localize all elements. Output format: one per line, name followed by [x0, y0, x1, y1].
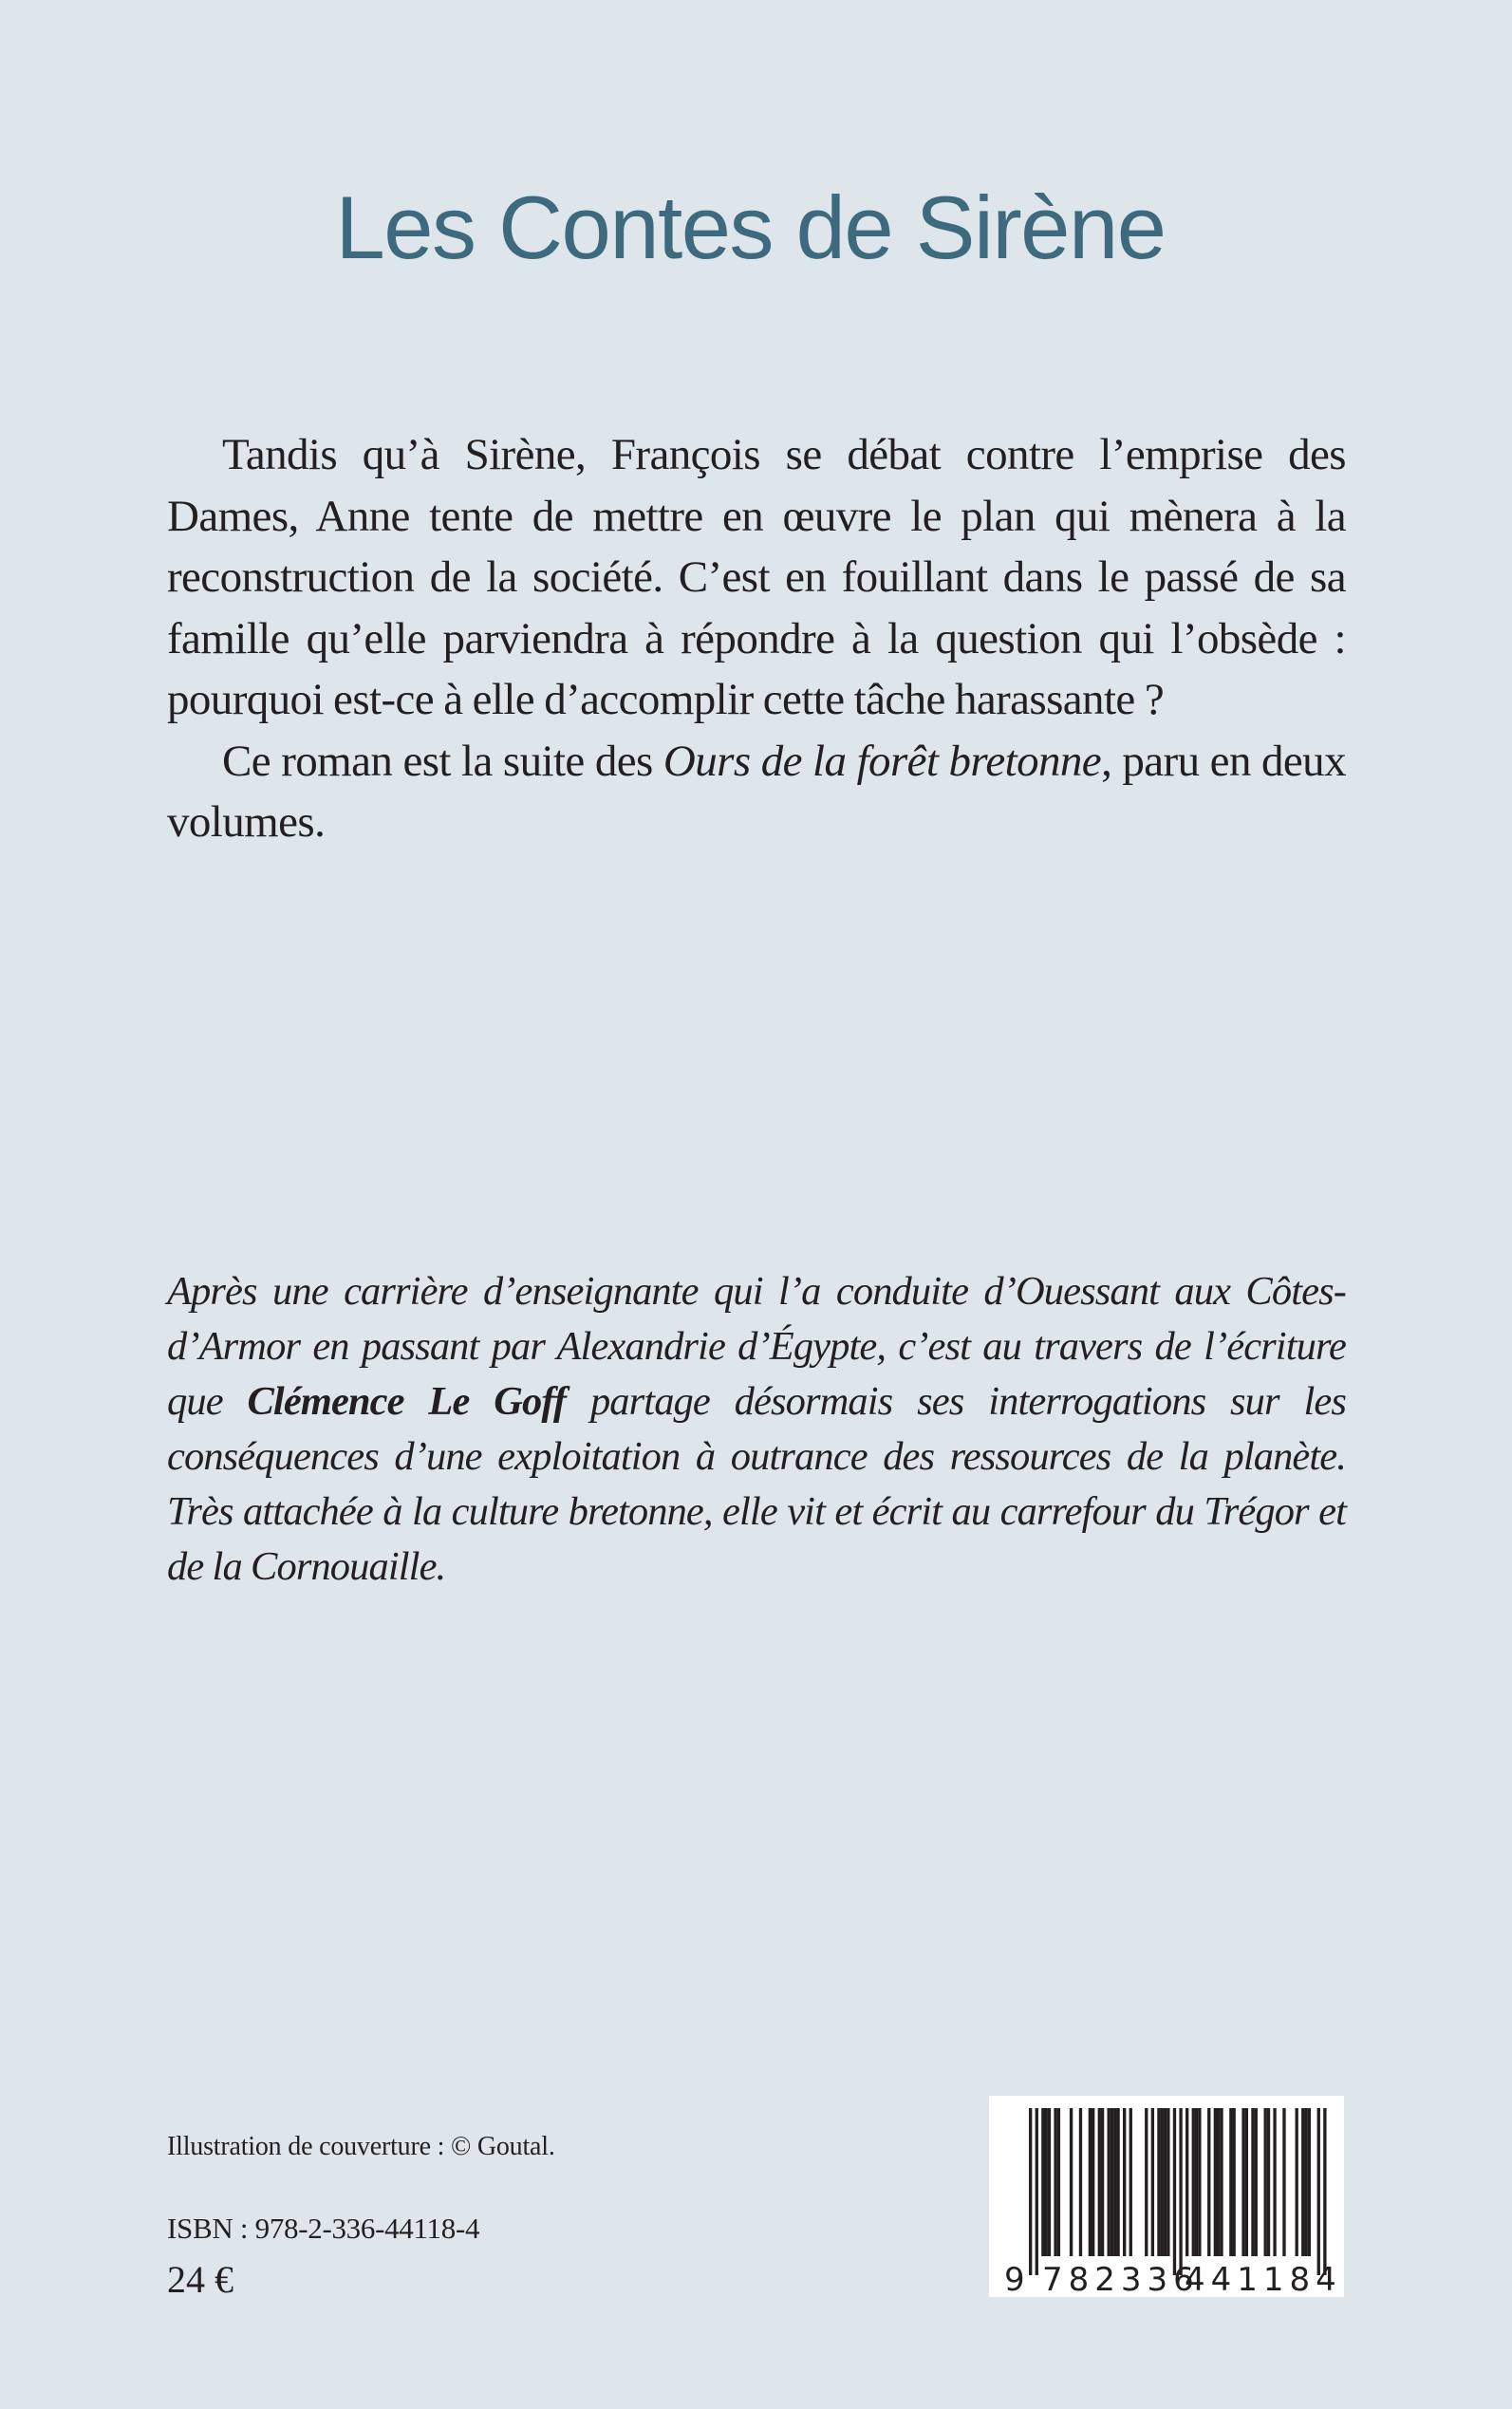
- isbn: ISBN : 978-2-336-44118-4: [167, 2212, 480, 2245]
- synopsis-text: Ce roman est la suite des: [222, 736, 663, 786]
- synopsis-text: , paru en deux volumes.: [167, 736, 1346, 847]
- price: 24 €: [167, 2258, 233, 2301]
- previous-book-title: Ours de la forêt bretonne: [663, 736, 1102, 786]
- synopsis-paragraph-2: [167, 731, 1346, 853]
- barcode-digits-right: 441184: [1185, 2261, 1342, 2297]
- synopsis-paragraph-1: Tandis qu’à Sirène, François se débat contre l’emprise des Dames, Anne tente de mettre en œuvre le plan qui mènera à la reconstruction de la société. C’est en fouillant dans le passé de sa famille qu’elle parviendra à répondre à la question qui l’obsède : pourquoi est-ce à elle d’accomplir cette tâche harassante ?: [167, 430, 1346, 724]
- barcode-digit-first: 9: [1004, 2261, 1025, 2297]
- synopsis: [167, 424, 1346, 853]
- illustration-credit: Illustration de couverture : © Goutal.: [167, 2132, 555, 2161]
- book-title: Les Contes de Sirène: [335, 177, 1166, 277]
- author-bio: [167, 1264, 1346, 1595]
- bio-text: partage désormais ses interrogations sur les conséquences d’une exploitation à outrance des ressources de la planète. Très attachée à la culture bretonne, elle vit et écrit au carrefour du Trégor et de la Cornouaille.: [167, 1379, 1347, 1589]
- barcode-icon: [989, 2096, 1344, 2297]
- bio-text: Après une carrière d’enseignante qui l’a conduite d’Ouessant aux Côtes-d’Armor en passant par Alexandrie d’Égypte, c’est au travers de l’écriture que: [167, 1269, 1346, 1424]
- author-name: Clémence Le Goff: [247, 1379, 567, 1424]
- barcode: [989, 2096, 1344, 2297]
- barcode-digits-left: 782336: [1042, 2261, 1200, 2297]
